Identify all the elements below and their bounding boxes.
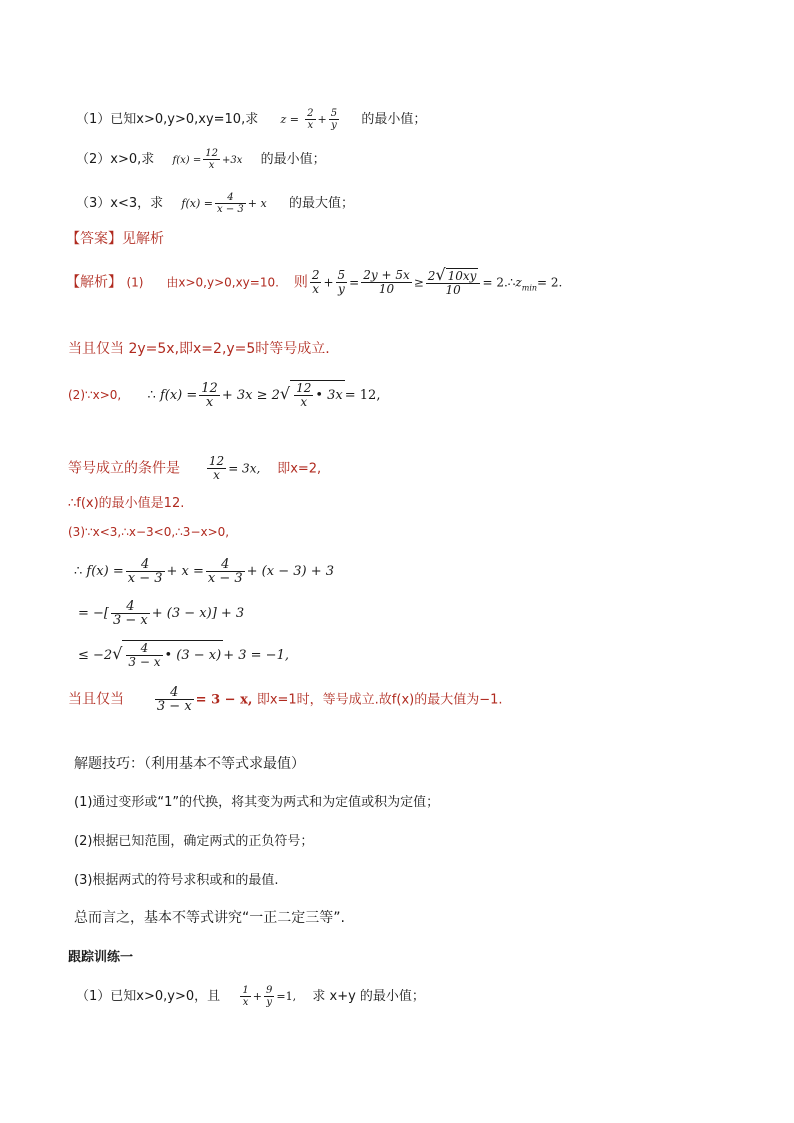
tips-summary: 总而言之，基本不等式讲究“一正二定三等”. xyxy=(74,910,345,926)
tips-title: 解题技巧：（利用基本不等式求最值） xyxy=(74,756,305,772)
a1-frac-5y: $\frac{5}{y}$ xyxy=(337,268,346,296)
p3-label: (3)∵x<3,∴x−3<0,∴3−x>0, xyxy=(68,525,230,539)
analysis-2: (2)∵x>0, ∴ f(x) = $\frac{12}{x}$ + 3x ≥ 2√ $\frac{12}{x}$ • 3x = 12, xyxy=(68,381,381,410)
answer-bracket: 【答案】 xyxy=(66,231,122,247)
equality-condition-1: 当且仅当 2y=5x,即x=2,y=5时等号成立. xyxy=(68,341,330,357)
q1-label: （1）已知x>0,y>0,xy=10,求 xyxy=(76,112,259,127)
practice-frac-1x: $\frac{1}{x}$ xyxy=(242,985,249,1008)
q3-frac: $\frac{4}{x - 3}$ xyxy=(217,192,244,215)
a1-frac-2x: $\frac{2}{x}$ xyxy=(311,268,320,296)
p2-frac: $\frac{12}{x}$ xyxy=(201,381,218,410)
p2-equality: 等号成立的条件是 $\frac{12}{x}$ = 3x, 即x=2, xyxy=(68,454,322,482)
p3-line-2: = −[ $\frac{4}{3 - x}$ + (3 − x)] + 3 xyxy=(78,599,245,628)
practice-frac-9y: $\frac{9}{y}$ xyxy=(266,985,273,1008)
q2-lhs: f(x) = xyxy=(172,155,202,166)
p3-line-3: ≤ −2√ $\frac{4}{3 - x}$ • (3 − x) + 3 = −1, xyxy=(78,641,289,669)
practice-title: 跟踪训练一 xyxy=(68,950,134,965)
question-3: （3）x<3，求 f(x) = $\frac{4}{x - 3}$ + x 的最大值； xyxy=(76,192,354,215)
p3-eq-frac: $\frac{4}{3 - x}$ xyxy=(156,685,192,714)
p3-line-1: ∴ f(x) = $\frac{4}{x - 3}$ + x = $\frac{4}{x - 3}$ + (x − 3) + 3 xyxy=(74,557,335,586)
tip-2: (2)根据已知范围，确定两式的正负符号； xyxy=(74,834,314,849)
p3-sqrt: $\frac{4}{3 - x}$ • (3 − x) xyxy=(122,640,223,669)
analysis-given: 由x>0,y>0,xy=10. xyxy=(166,275,279,290)
q3-lhs: f(x) = xyxy=(181,197,213,210)
p2-min: ∴f(x)的最小值是12. xyxy=(68,496,185,511)
q3-suffix: 的最大值； xyxy=(288,196,354,211)
q1-frac-5y: $\frac{5}{y}$ xyxy=(330,108,338,131)
q2-label: （2）x>0,求 xyxy=(76,152,155,167)
p3-frac-3: $\frac{4}{3 - x}$ xyxy=(113,599,148,628)
analysis-bracket: 【解析】 xyxy=(66,274,122,291)
a1-frac-sqrt: $\frac{2√ 10xy}{10}$ xyxy=(426,268,481,297)
analysis-1: 【解析】 (1) 由x>0,y>0,xy=10. 则 $\frac{2}{x}$ + $\frac{5}{y}$ = $\frac{2y + 5x}{10}$ ≥ $\frac{2√ 10xy}{10}$ = $2.\therefore z_{min}= 2$. xyxy=(66,265,563,297)
answer-line xyxy=(66,231,164,247)
q3-label: （3）x<3，求 xyxy=(76,196,164,211)
answer-text: 见解析 xyxy=(122,231,164,247)
tip-3: (3)根据两式的符号求积或和的最值. xyxy=(74,873,279,888)
question-2: （2）x>0,求 f(x) = $\frac{12}{x}$ +3x 的最小值； xyxy=(76,148,326,171)
p2-eq-frac: $\frac{12}{x}$ xyxy=(208,454,225,482)
q1-suffix: 的最小值； xyxy=(361,112,427,127)
q2-suffix: 的最小值； xyxy=(260,152,326,167)
tip-1: (1)通过变形或“1”的代换，将其变为两式和为定值或积为定值； xyxy=(74,795,440,810)
p3-equality: 当且仅当 $\frac{4}{3 - x}$ = 3 − x, 即x=1时，等号成立.故f(x)的最大值为−1. xyxy=(68,685,503,714)
p3-frac-2: $\frac{4}{x - 3}$ xyxy=(207,557,243,586)
q1-frac-2x: $\frac{2}{x}$ xyxy=(307,108,314,131)
p2-label: (2)∵x>0, xyxy=(68,388,122,402)
analysis-part: (1) xyxy=(126,275,144,290)
question-1: （1）已知x>0,y>0,xy=10,求 z = $\frac{2}{x}$ + $\frac{5}{y}$ 的最小值； xyxy=(76,108,427,131)
p3-frac-1: $\frac{4}{x - 3}$ xyxy=(127,557,163,586)
a1-frac-sum: $\frac{2y + 5x}{10}$ xyxy=(363,268,410,296)
q1-lhs: z = xyxy=(280,113,300,126)
p2-sqrt: $\frac{12}{x}$ • 3x xyxy=(290,380,345,409)
practice-question-1: （1）已知x>0,y>0，且 $\frac{1}{x}$ + $\frac{9}{y}$ =1, 求 x+y 的最小值； xyxy=(76,985,425,1008)
q2-frac: $\frac{12}{x}$ xyxy=(205,148,218,171)
